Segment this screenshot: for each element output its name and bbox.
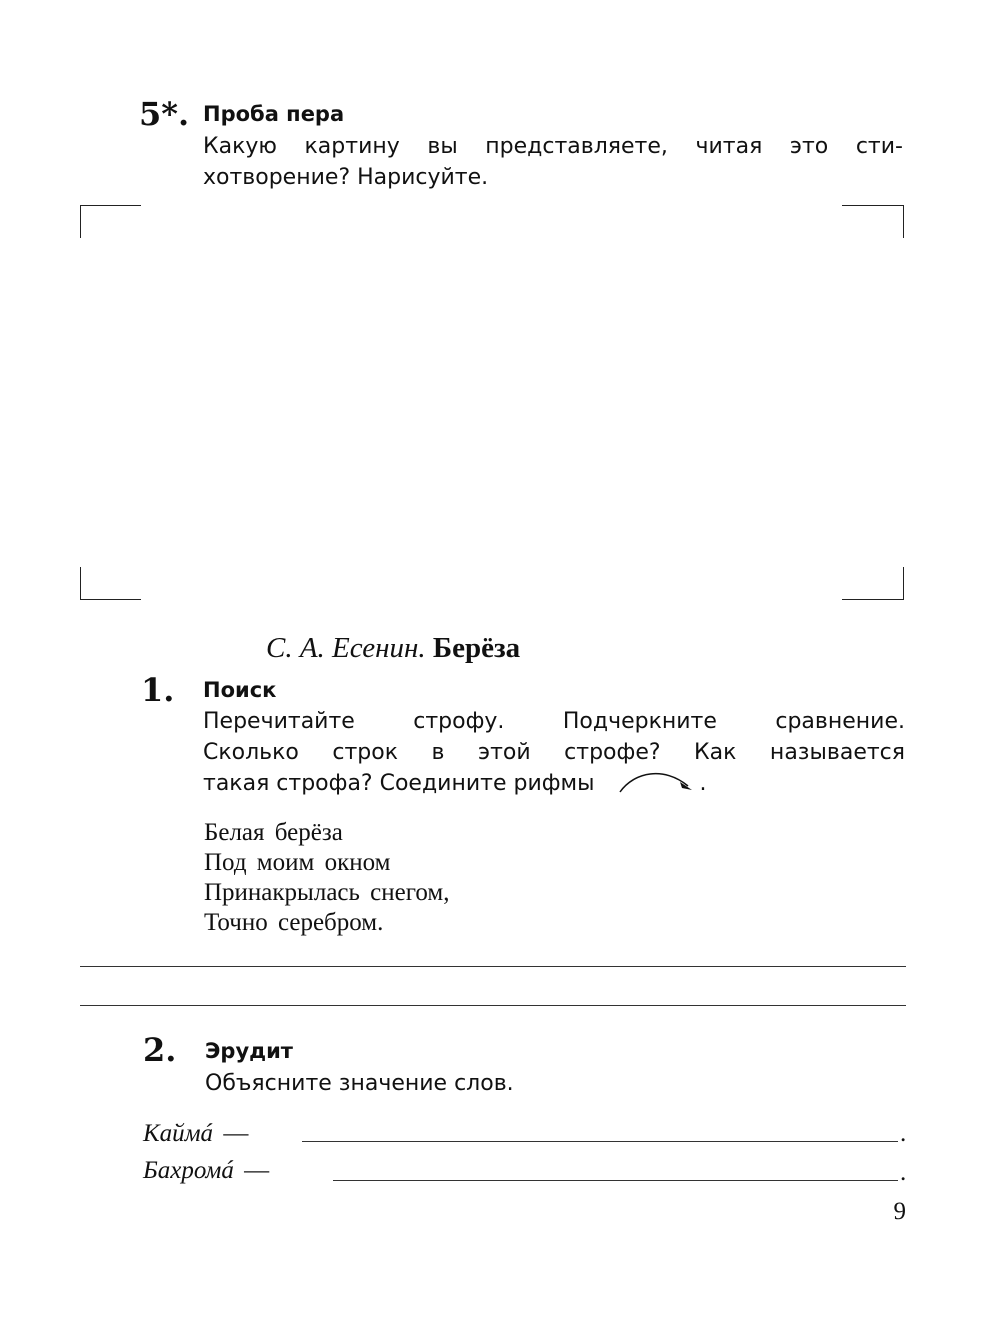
answer-line-1[interactable] — [80, 966, 906, 967]
section-heading — [266, 632, 520, 665]
task-5-title: Проба пера — [203, 102, 345, 126]
task-1-number: 1. — [141, 671, 175, 709]
page-number: 9 — [893, 1198, 906, 1225]
poem-author: С. А. Есенин. — [266, 632, 426, 664]
task-5-number: 5*. — [139, 95, 190, 133]
poem-line-1: Белая берёза — [204, 819, 343, 846]
task-1-line-3-text: такая строфа? Соедините рифмы — [203, 771, 595, 796]
task-2-title: Эрудит — [205, 1039, 293, 1063]
vocab-word-2: Бахромá — [143, 1157, 234, 1184]
vocab-end-1: . — [900, 1120, 907, 1147]
task-5-line-1: Какую картину вы представляете, читая это сти- — [203, 134, 903, 159]
frame-corner-top-right — [842, 205, 904, 238]
poem-stanza — [204, 818, 449, 938]
vocab-answer-line-2[interactable] — [333, 1180, 898, 1181]
vocab-dash-1: — — [223, 1120, 249, 1147]
task-5-instruction — [203, 131, 903, 193]
task-1-title: Поиск — [203, 678, 277, 702]
task-2-number: 2. — [143, 1031, 177, 1069]
vocab-word-1: Каймá — [143, 1120, 214, 1147]
vocab-answer-line-1[interactable] — [302, 1141, 898, 1142]
vocab-row-2 — [143, 1157, 269, 1185]
poem-line-2: Под моим окном — [204, 849, 391, 876]
answer-line-2[interactable] — [80, 1005, 906, 1006]
frame-corner-bottom-left — [80, 567, 141, 600]
vocab-end-2: . — [900, 1159, 907, 1186]
poem-title: Берёза — [432, 632, 521, 664]
rhyme-arc-icon — [616, 768, 700, 796]
vocab-dash-2: — — [244, 1157, 270, 1184]
frame-corner-bottom-right — [842, 567, 904, 600]
task-5-line-2: хотворение? Нарисуйте. — [203, 165, 489, 190]
frame-corner-top-left — [80, 205, 141, 238]
task-1-line-2: Сколько строк в этой строфе? Как называется — [203, 740, 905, 765]
poem-line-3: Принакрылась снегом, — [204, 879, 450, 906]
task-1-line-3-end: . — [699, 771, 707, 796]
task-1-instruction — [203, 706, 905, 799]
poem-line-4: Точно серебром. — [204, 909, 384, 936]
task-2-instruction: Объясните значение слов. — [205, 1071, 514, 1096]
task-1-line-3 — [203, 768, 905, 799]
task-1-line-1: Перечитайте строфу. Подчеркните сравнение. — [203, 709, 905, 734]
vocab-row-1 — [143, 1120, 248, 1148]
